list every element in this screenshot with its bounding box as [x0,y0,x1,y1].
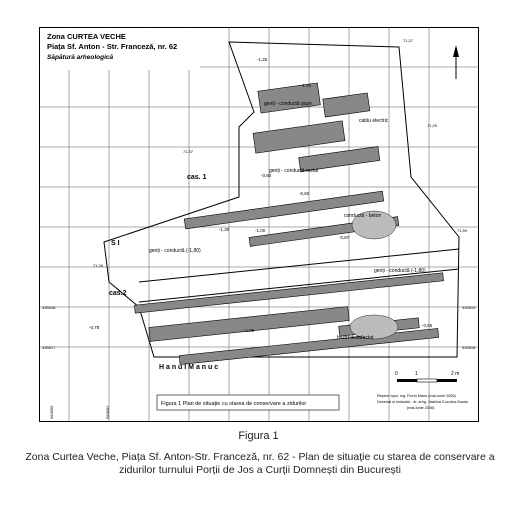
grid-coord: 335519 [462,305,476,310]
label-conducta-gaze: genți - conductă gaze [264,101,312,107]
archaeological-plan [39,27,479,422]
depth-label: -1,05 [244,328,255,333]
label-conducta-beton: conductă - beton [344,213,382,219]
grid-elevation: 71,37 [403,38,414,43]
label-cablu: cablu electric [359,118,389,124]
grid-elevation: 71,29 [427,123,438,128]
scale-label: 1 [415,371,418,377]
place-title: Piața Sf. Anton - Str. Franceză, nr. 62 [47,42,178,51]
label-conducta-1: genți - conductă (-1,80) [149,248,201,254]
credit-line: Desenat și redactat - dr. arhg. Vasilica Cucolea-Sandu [377,400,469,404]
grid-coord: 584682 [105,405,110,419]
grid-coord: 584690 [49,405,54,419]
grid-elevation: 71,26 [93,263,104,268]
depth-label: -0,78 [89,325,100,330]
label-conducta-2: genți - conductă (-1,80) [374,268,426,274]
depth-label: -1,00 [255,228,266,233]
label-bazin: bazin dezafectat [337,335,374,341]
grid-coord: 335517 [42,345,56,350]
depth-label: -0,87 [339,235,350,240]
credit-line: Repere topo: ing. Florin Manu (mai-iunie 2006) [377,394,456,398]
label-street: H a n u l M a n u c [159,364,219,371]
depth-label: -1,42 [301,83,312,88]
depth-label: -1,30 [219,227,230,232]
scale-label: 0 [395,371,398,377]
depth-label: -1,25 [257,57,268,62]
grid-coord: 335518 [42,305,56,310]
depth-label: -0,80 [261,173,272,178]
figure-number: Figura 1 [238,430,279,442]
zone-title: Zona CURTEA VECHE [47,32,126,41]
plan-subtitle: Săpătură arheologică [47,54,114,61]
depth-label: -0,60 [299,191,310,196]
label-conducta-metal: genți - conductă metal [269,168,319,174]
scale-label: 2 m [451,371,460,377]
label-cas-2: cas.2 [109,290,127,297]
depth-label: -0,65 [422,323,433,328]
label-section: S I [111,240,120,247]
label-cas-1: cas. 1 [187,174,207,181]
figure-caption: Zona Curtea Veche, Piața Sf. Anton-Str. Franceză, nr. 62 - Plan de situație cu starea de conservare a zidurilor turnului Porții de Jos a Curții Domnești din București [25,451,495,476]
grid-elevation: 71,59 [457,228,468,233]
grid-coord: 335516 [462,345,476,350]
grid-elevation: 71,37 [183,149,194,154]
credit-line: (mai-iunie 2006) [407,406,435,410]
plan-drawing [39,27,479,422]
legend-title: Figura 1 Plan de situație cu starea de conservare a zidurilor [161,401,307,407]
